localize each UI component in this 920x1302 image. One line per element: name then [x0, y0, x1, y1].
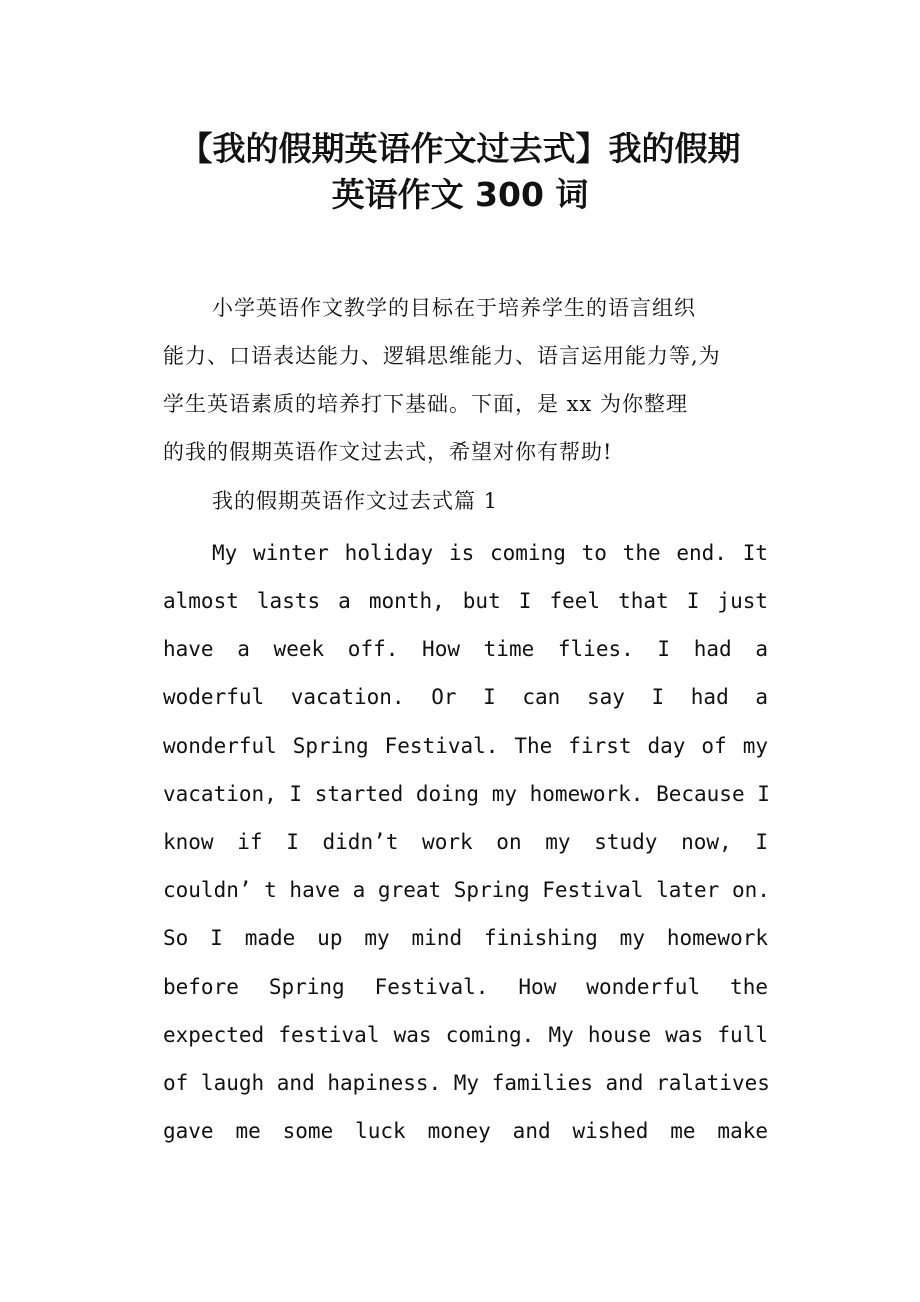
intro-line: 小学英语作文教学的目标在于培养学生的语言组织: [212, 296, 696, 320]
essay-line: My winter holiday is coming to the end. It: [212, 541, 768, 565]
document-title-line-1: 【我的假期英语作文过去式】我的假期: [179, 129, 741, 168]
essay-line: woderful vacation. Or I can say I had a: [163, 685, 768, 709]
section-heading: 我的假期英语作文过去式篇 1: [212, 489, 499, 513]
intro-line: 学生英语素质的培养打下基础。下面，是 xx 为你整理: [163, 392, 689, 416]
essay-line: of laugh and hapiness. My families and ralatives: [163, 1071, 770, 1095]
essay-line: know if I didn’t work on my study now, I: [163, 830, 768, 854]
essay-line: gave me some luck money and wished me make: [163, 1119, 768, 1143]
document-title-line-2: 英语作文 300 词: [331, 175, 589, 214]
essay-line: before Spring Festival. How wonderful the: [163, 975, 768, 999]
intro-line: 能力、口语表达能力、逻辑思维能力、语言运用能力等,为: [163, 344, 721, 368]
essay-line: expected festival was coming. My house was full: [163, 1023, 768, 1047]
essay-line: wonderful Spring Festival. The first day of my: [163, 734, 768, 758]
intro-line: 的我的假期英语作文过去式，希望对你有帮助!: [163, 440, 613, 464]
essay-line: vacation, I started doing my homework. Because I: [163, 782, 770, 806]
essay-line: couldn’ t have a great Spring Festival later on.: [163, 878, 770, 902]
essay-line: So I made up my mind finishing my homework: [163, 926, 768, 950]
essay-line: almost lasts a month, but I feel that I just: [163, 589, 768, 613]
essay-line: have a week off. How time flies. I had a: [163, 637, 768, 661]
